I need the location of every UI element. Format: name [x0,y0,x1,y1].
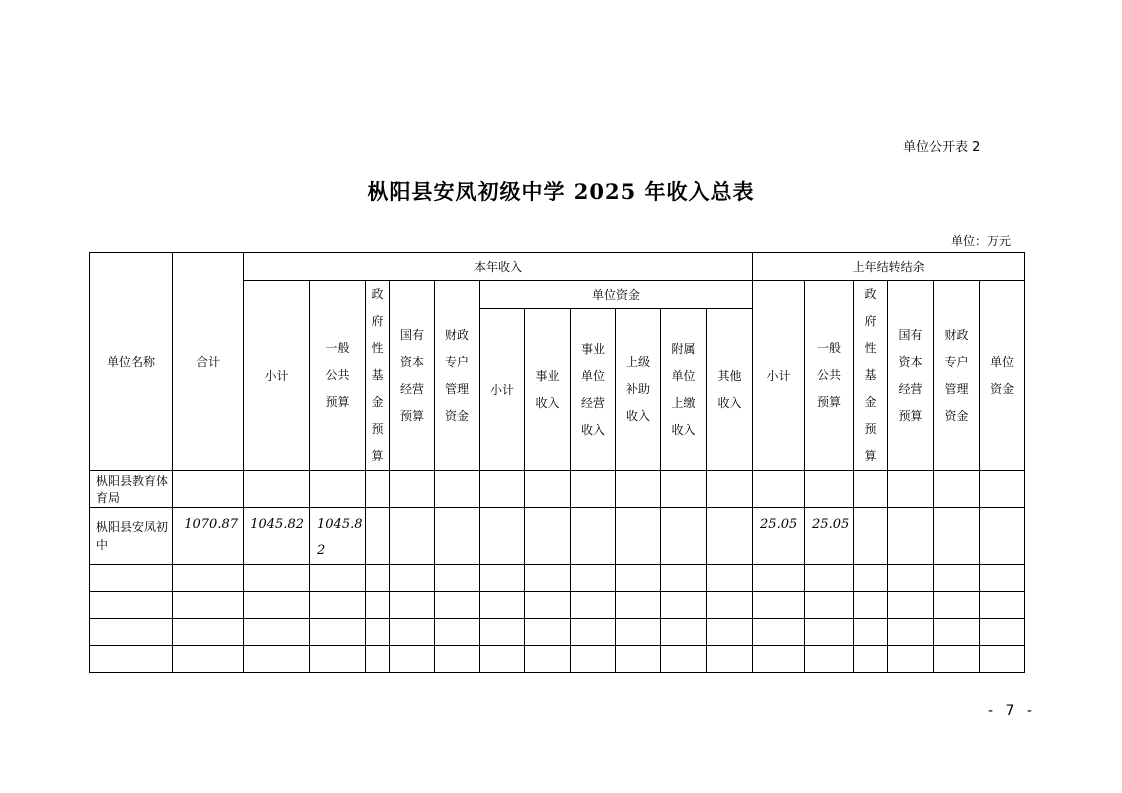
table-cell [173,592,244,619]
table-cell [525,565,571,592]
table-cell [90,619,173,646]
table-cell [934,508,980,565]
table-cell [366,619,390,646]
header-unit-name: 单位名称 [90,253,173,471]
header-prior-subtotal: 小计 [753,281,805,471]
table-cell [571,565,616,592]
header-current-general-budget-label: 一般公共预算 [325,341,350,409]
row-unit-name: 枞阳县安凤初中 [90,508,173,565]
table-cell [854,592,888,619]
table-cell [854,619,888,646]
header-subsidy-income [616,309,661,471]
header-prior-unit-funds [980,281,1025,471]
table-cell [366,565,390,592]
table-row [90,565,1025,592]
header-subsidy-income-label: 上级补助收入 [625,355,650,424]
table-cell [616,565,661,592]
table-cell [980,471,1025,508]
table-cell [244,646,310,673]
table-row [90,508,1025,565]
header-business-income-label: 事业收入 [535,368,560,410]
header-current-fiscal-special [435,281,480,471]
table-cell [390,471,435,508]
table-cell [934,471,980,508]
header-current-gov-fund-label: 政府性基金预算 [371,287,384,463]
table-cell [888,646,934,673]
header-current-year-income: 本年收入 [244,253,753,281]
table-cell [707,646,753,673]
table-cell [435,619,480,646]
table-cell [571,646,616,673]
table-cell [707,565,753,592]
table-cell [173,565,244,592]
header-current-fiscal-special-label: 财政专户管理资金 [444,327,469,423]
header-operating-income [571,309,616,471]
header-current-gov-fund [366,281,390,471]
table-cell [707,592,753,619]
cell-current-subtotal: 1045.82 [244,508,310,565]
table-cell [616,619,661,646]
table-cell [934,646,980,673]
table-cell [616,471,661,508]
table-cell [435,646,480,673]
header-affiliated-income [661,309,707,471]
table-cell [661,646,707,673]
header-prior-general-budget [805,281,854,471]
table-row [90,619,1025,646]
table-cell [480,646,525,673]
table-cell [390,646,435,673]
table-cell [366,471,390,508]
table-cell [525,592,571,619]
table-cell [90,646,173,673]
table-cell [571,619,616,646]
cell-current-general-budget: 1045.82 [310,508,366,565]
table-cell [854,471,888,508]
table-cell [525,471,571,508]
table-cell [310,471,366,508]
table-cell [390,565,435,592]
table-cell [310,619,366,646]
table-cell [366,508,390,565]
table-cell [854,646,888,673]
header-current-state-capital-label: 国有资本经营预算 [399,327,424,423]
table-cell [310,565,366,592]
table-cell [571,592,616,619]
page-number: - 7 - [988,703,1036,719]
page-title: 枞阳县安凤初级中学 2025 年收入总表 [367,179,755,204]
unit-label: 单位：万元 [951,234,1012,248]
table-cell [707,508,753,565]
table-cell [753,565,805,592]
table-cell [366,592,390,619]
cell-prior-subtotal: 25.05 [753,508,805,565]
table-cell [244,592,310,619]
cell-total: 1070.87 [173,508,244,565]
header-business-income [525,309,571,471]
table-row [90,646,1025,673]
table-cell [435,471,480,508]
table-cell [805,592,854,619]
table-cell [173,471,244,508]
table-cell [661,592,707,619]
row-unit-name: 枞阳县教育体育局 [90,471,173,508]
header-current-state-capital [390,281,435,471]
table-cell [525,646,571,673]
table-cell [90,592,173,619]
table-cell [616,508,661,565]
table-cell [525,619,571,646]
table-cell [661,565,707,592]
table-cell [90,565,173,592]
header-current-general-budget [310,281,366,471]
table-cell [934,592,980,619]
table-cell [480,565,525,592]
table-cell [888,619,934,646]
form-code: 单位公开表 2 [903,140,981,155]
table-cell [173,619,244,646]
header-other-income [707,309,753,471]
header-unit-funds: 单位资金 [480,281,753,309]
header-prior-unit-funds-label: 单位资金 [990,354,1015,396]
table-cell [753,471,805,508]
table-cell [661,471,707,508]
header-prior-general-budget-label: 一般公共预算 [817,341,842,409]
header-prior-fiscal-special-label: 财政专户管理资金 [944,327,969,423]
table-cell [980,592,1025,619]
header-prior-state-capital-label: 国有资本经营预算 [898,327,923,423]
table-cell [390,508,435,565]
table-cell [888,471,934,508]
table-cell [753,592,805,619]
table-row [90,471,1025,508]
table-cell [435,592,480,619]
header-unit-funds-subtotal: 小计 [480,309,525,471]
table-cell [888,508,934,565]
table-cell [244,619,310,646]
header-total: 合计 [173,253,244,471]
table-cell [571,508,616,565]
header-prior-gov-fund-label: 政府性基金预算 [864,287,877,463]
header-current-subtotal: 小计 [244,281,310,471]
table-cell [616,592,661,619]
header-prior-carryover: 上年结转结余 [753,253,1025,281]
table-cell [934,565,980,592]
table-cell [244,471,310,508]
header-operating-income-label: 事业单位经营收入 [580,341,605,437]
table-cell [310,646,366,673]
cell-prior-general-budget: 25.05 [805,508,854,565]
table-cell [616,646,661,673]
table-row [90,592,1025,619]
table-cell [805,619,854,646]
header-prior-state-capital [888,281,934,471]
table-cell [854,508,888,565]
table-cell [805,471,854,508]
table-cell [480,508,525,565]
header-prior-fiscal-special [934,281,980,471]
table-cell [435,508,480,565]
table-cell [753,646,805,673]
table-cell [661,619,707,646]
header-affiliated-income-label: 附属单位上缴收入 [671,341,696,437]
table-cell [525,508,571,565]
table-cell [571,471,616,508]
table-cell [888,592,934,619]
table-cell [980,508,1025,565]
header-other-income-label: 其他收入 [717,368,742,410]
table-cell [707,471,753,508]
table-cell [480,619,525,646]
table-cell [854,565,888,592]
header-prior-gov-fund [854,281,888,471]
table-cell [435,565,480,592]
table-cell [980,565,1025,592]
table-cell [980,619,1025,646]
income-summary-table [89,252,1025,673]
table-cell [173,646,244,673]
table-cell [805,565,854,592]
table-cell [661,508,707,565]
table-cell [805,646,854,673]
table-cell [390,619,435,646]
table-cell [244,565,310,592]
table-cell [310,592,366,619]
table-cell [707,619,753,646]
table-cell [390,592,435,619]
table-cell [934,619,980,646]
table-cell [980,646,1025,673]
table-cell [888,565,934,592]
table-cell [480,471,525,508]
table-cell [753,619,805,646]
table-cell [366,646,390,673]
table-cell [480,592,525,619]
